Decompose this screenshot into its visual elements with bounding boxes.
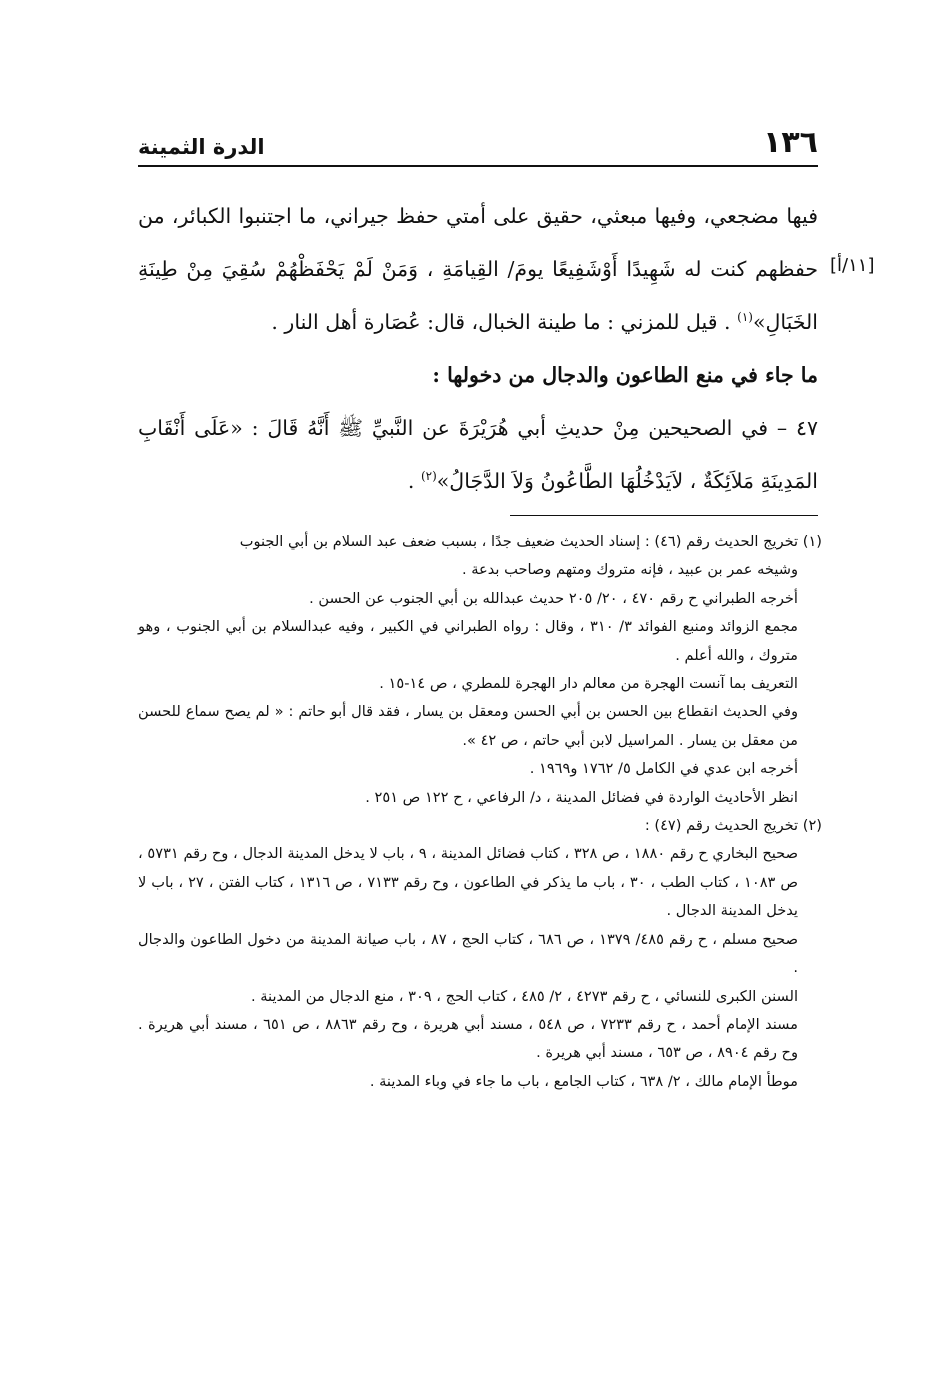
paragraph-1-text: فيها مضجعي، وفيها مبعثي، حقيق على أمتي حفظ جيراني، ما اجتنبوا الكبائر، من حفظهم كنت له شَهِيدًا أَوْشَفِيعًا يومَ/ القِيامَةِ ، وَمَنْ لَمْ يَحْفَظْهُمْ سُقِيَ مِنْ طِينَةِ الخَبَالِ»	[138, 204, 818, 334]
footnote-2-line: مسند الإمام أحمد ، ح رقم ٧٢٣٣ ، ص ٥٤٨ ، مسند أبي هريرة ، وح رقم ٨٨٦٣ ، ص ٦٥١ ، مسند أبي هريرة . وح رقم ٨٩٠٤ ، ص ٦٥٣ ، مسند أبي هريرة .	[138, 1015, 798, 1062]
footnote-2-line: السنن الكبرى للنسائي ، ح رقم ٤٢٧٣ ، ٢/ ٤٨٥ ، كتاب الحج ، ٣٠٩ ، منع الدجال من المدينة .	[250, 987, 798, 1005]
footnote-1-line: وفي الحديث انقطاع بين الحسن بن أبي الحسن ومعقل بن يسار ، فقد قال أبو حاتم : « لم يصح سماع للحسن من معقل بن يسار . المراسيل لابن أبي حاتم ، ص ٤٢ ».	[138, 703, 798, 749]
footnote-2-line: موطأ الإمام مالك ، ٢/ ٦٣٨ ، كتاب الجامع ، باب ما جاء في وباء المدينة .	[369, 1072, 798, 1090]
footnote-1-line: التعريف بما آنست الهجرة من معالم دار الهجرة للمطري ، ص ١٤-١٥ .	[379, 675, 798, 693]
footnote-2-line: صحيح مسلم ، ح رقم ٤٨٥/ ١٣٧٩ ، ص ٦٨٦ ، كتاب الحج ، ٨٧ ، باب صيانة المدينة من دخول الطاعون والدجال .	[138, 930, 798, 977]
section-heading: ما جاء في منع الطاعون والدجال من دخولها :	[432, 363, 818, 387]
hadith-47-end: .	[407, 469, 415, 493]
footnote-ref-1: (١)	[737, 310, 753, 325]
paragraph-1	[138, 190, 818, 349]
footnote-1-line: وشيخه عمر بن عبيد ، فإنه متروك ومتهم وصاحب بدعة .	[461, 561, 798, 579]
header-divider	[138, 165, 818, 167]
footnote-2-line: صحيح البخاري ح رقم ١٨٨٠ ، ص ٣٢٨ ، كتاب فضائل المدينة ، ٩ ، باب لا يدخل المدينة الدجال ، وح رقم ٥٧٣١ ، ص ١٠٨٣ ، كتاب الطب ، ٣٠ ، باب ما يذكر في الطاعون ، وح رقم ٧١٣٣ ، ص ١٣١٦ ، كتاب الفتن ، ٢٧ ، باب لا يدخل المدينة الدجال .	[138, 845, 798, 920]
footnote-divider	[510, 515, 818, 516]
manuscript-folio-marker: [١١/أ]	[830, 255, 875, 276]
footnote-1-line: مجمع الزوائد ومنبع الفوائد ٣/ ٣١٠ ، وقال : رواه الطبراني في الكبير ، وفيه عبدالسلام بن أبي الجنوب ، وهو متروك ، والله أعلم .	[138, 618, 798, 664]
footnote-1-line: انظر الأحاديث الواردة في فضائل المدينة ، د/ الرفاعي ، ح ١٢٢ ص ٢٥١ .	[365, 788, 798, 806]
footnote-1-heading: (١) تخريج الحديث رقم (٤٦) : إسناد الحديث ضعيف جدًا ، بسبب ضعف عبد السلام بن أبي الجنوب	[239, 533, 822, 550]
page-number: ١٣٦	[763, 125, 818, 160]
paragraph-1-continuation: . قيل للمزني : ما طينة الخبال، قال: عُصَارة أهل النار .	[271, 310, 731, 334]
footnote-2-heading: (٢) تخريج الحديث رقم (٤٧) :	[644, 817, 822, 835]
hadith-47	[138, 402, 818, 508]
running-title: الدرة الثمينة	[138, 135, 265, 159]
footnote-1-line: أخرجه الطبراني ح رقم ٤٧٠ ، ٢٠/ ٢٠٥ حديث عبدالله بن أبي الجنوب عن الحسن .	[309, 589, 798, 607]
footnote-1-line: أخرجه ابن عدي في الكامل ٥/ ١٧٦٢ و١٩٦٩ .	[529, 760, 798, 778]
footnote-ref-2: (٢)	[420, 469, 437, 484]
page-header	[138, 118, 818, 158]
main-text	[138, 190, 818, 508]
footnotes	[138, 528, 822, 1096]
hadith-47-text: ٤٧ – في الصحيحين مِنْ حديثِ أبي هُرَيْرَةَ عن النَّبيِّ ﷺ أَنَّهُ قَالَ : «عَلَى أَنْقَابِ المَدِينَةِ مَلاَئِكَةٌ ، لاَيَدْخُلُهَا الطَّاعُونُ وَلاَ الدَّجَالُ»	[138, 416, 818, 493]
